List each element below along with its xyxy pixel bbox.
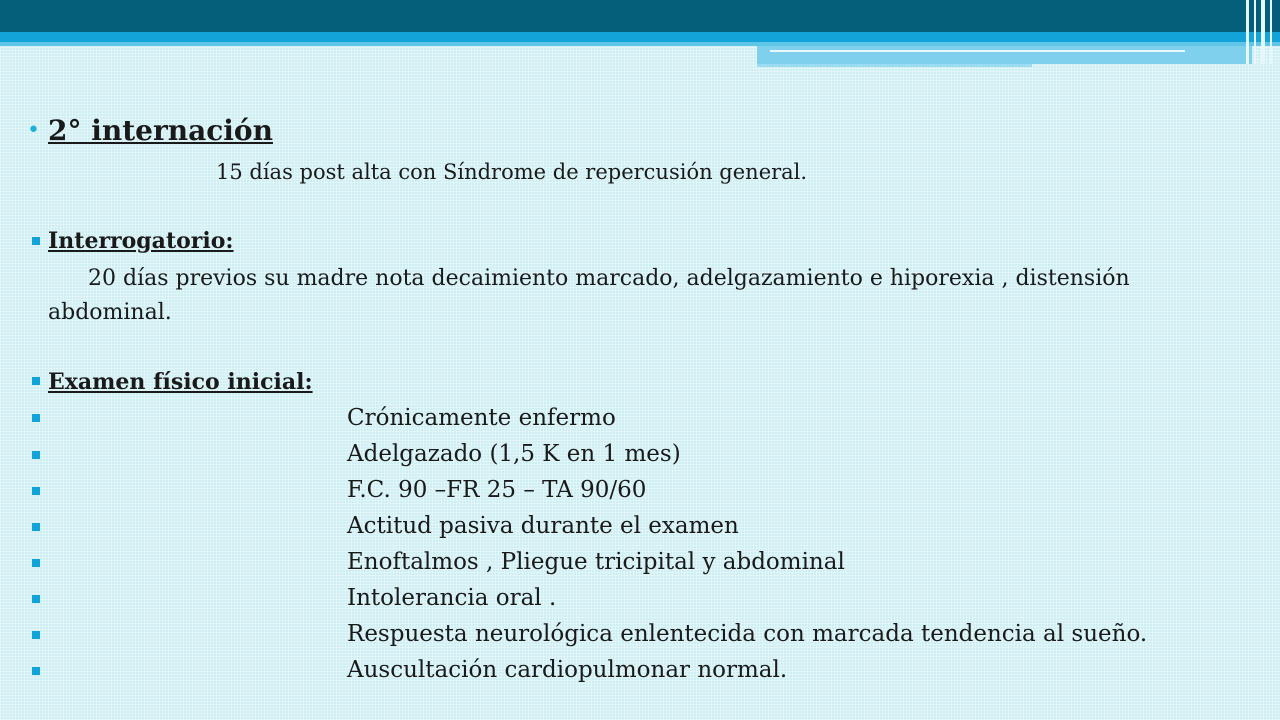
exam-item: Auscultación cardiopulmonar normal. — [347, 657, 788, 683]
exam-item: Crónicamente enfermo — [347, 405, 616, 431]
section-heading-interrogatorio: Interrogatorio: — [48, 228, 234, 254]
exam-item: F.C. 90 –FR 25 – TA 90/60 — [347, 477, 647, 503]
bullet-square-icon — [32, 559, 40, 567]
bullet-square-icon — [32, 667, 40, 675]
bullet-square-icon — [32, 631, 40, 639]
exam-item: Intolerancia oral . — [347, 585, 557, 611]
header-band — [0, 0, 1280, 32]
header-accent-line — [0, 32, 1280, 42]
section-heading-examen: Examen físico inicial: — [48, 369, 313, 395]
exam-item: Actitud pasiva durante el examen — [347, 513, 739, 539]
decorative-highlight-line — [770, 50, 1185, 52]
bullet-square-icon — [32, 595, 40, 603]
decorative-bar — [757, 46, 1252, 64]
bullet-square-icon — [32, 523, 40, 531]
bullet-square-icon — [32, 237, 40, 245]
slide-title: 2° internación — [48, 114, 273, 147]
decorative-bar-thin — [757, 64, 1032, 67]
bullet-square-icon — [32, 414, 40, 422]
exam-item: Respuesta neurológica enlentecida con marcada tendencia al sueño. — [347, 621, 1148, 647]
bullet-square-icon — [32, 451, 40, 459]
bullet-square-icon — [32, 487, 40, 495]
bullet-square-icon — [32, 377, 40, 385]
slide-subtitle: 15 días post alta con Síndrome de repercusión general. — [216, 160, 808, 184]
bullet-dot-icon: • — [27, 118, 40, 143]
exam-item: Enoftalmos , Pliegue tricipital y abdominal — [347, 549, 845, 575]
decorative-vertical-stripes — [1242, 0, 1280, 64]
exam-item: Adelgazado (1,5 K en 1 mes) — [347, 441, 681, 467]
interrogatorio-text-line2: abdominal. — [48, 300, 172, 325]
interrogatorio-text-line1: 20 días previos su madre nota decaimiento marcado, adelgazamiento e hiporexia , distensión — [88, 266, 1130, 291]
